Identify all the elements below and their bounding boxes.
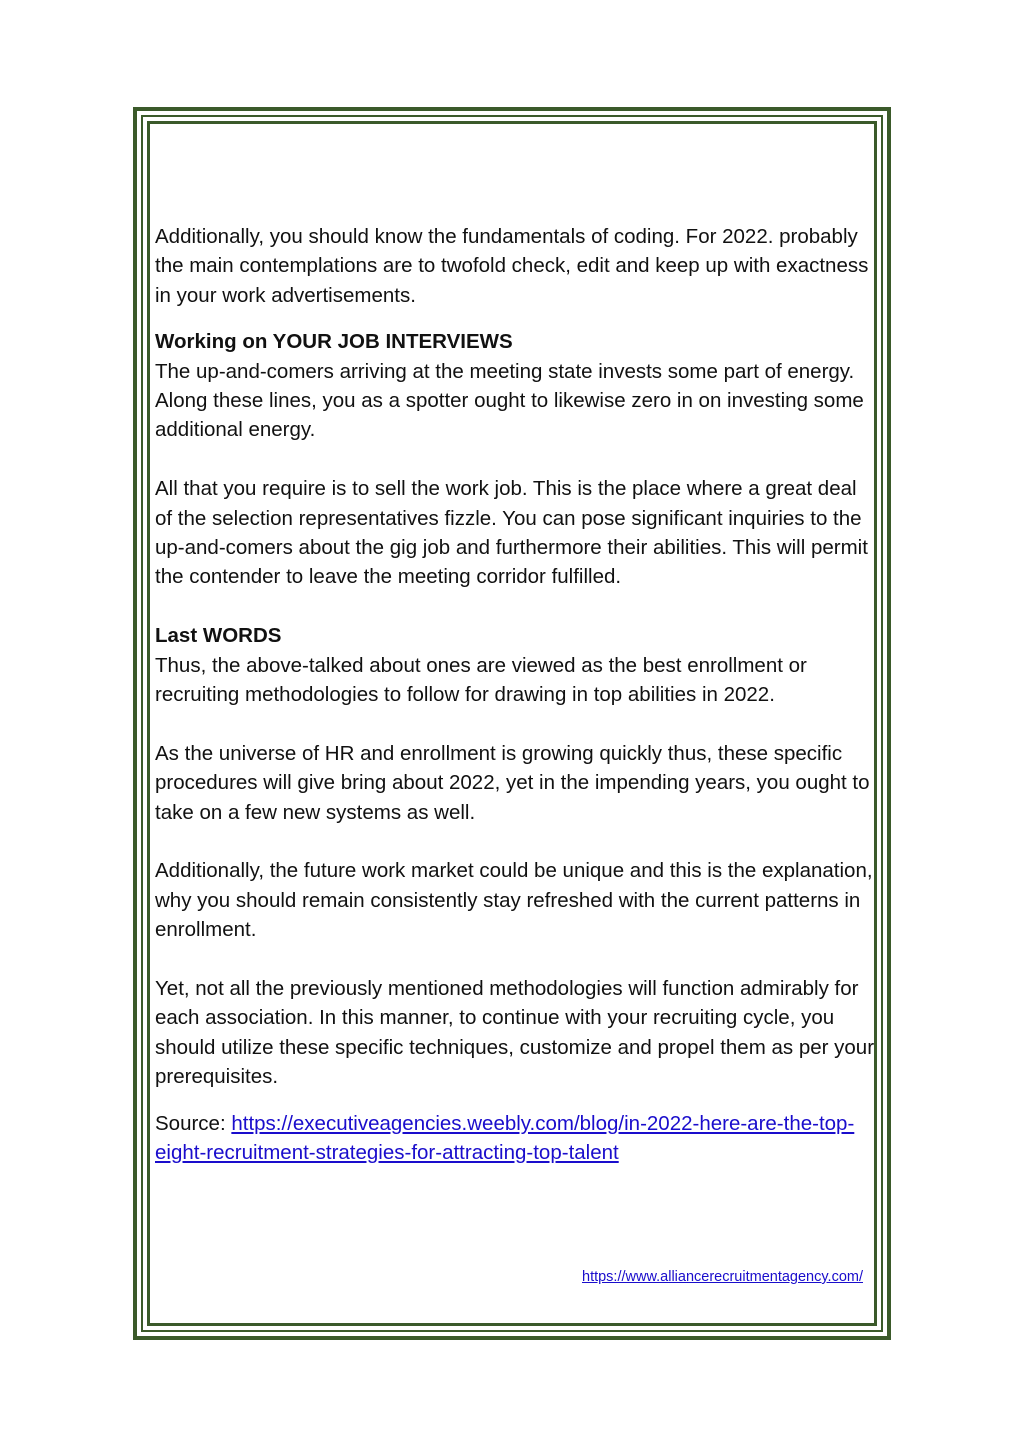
last-words-heading: Last WORDS <box>155 624 282 648</box>
future-market-paragraph: Additionally, the future work market could be unique and this is the explanation, why you should remain consistently stay refreshed with the current patterns in enrollment. <box>155 859 873 942</box>
source-line <box>155 1109 875 1168</box>
intro-paragraph: Additionally, you should know the fundamentals of coding. For 2022. probably the main contemplations are to twofold check, edit and keep up with exactness in your work advertisements. <box>155 225 869 307</box>
source-link[interactable]: https://executiveagencies.weebly.com/blog/in-2022-here-are-the-top-eight-recruitment-strategies-for-attracting-top-talent <box>155 1111 855 1165</box>
last-words-paragraph: Thus, the above-talked about ones are viewed as the best enrollment or recruiting methodologies to follow for drawing in top abilities in 2022. <box>155 653 807 707</box>
interviews-heading: Working on YOUR JOB INTERVIEWS <box>155 330 513 354</box>
footer-website-link[interactable]: https://www.alliancerecruitmentagency.com/ <box>582 1269 863 1285</box>
universe-hr-paragraph: As the universe of HR and enrollment is growing quickly thus, these specific procedures will give bring about 2022, yet in the impending years, you ought to take on a few new systems as well. <box>155 741 870 824</box>
interviews-paragraph: The up-and-comers arriving at the meeting state invests some part of energy. Along these lines, you as a spotter ought to likewise zero in on investing some additional energy. <box>155 359 864 442</box>
sell-job-paragraph: All that you require is to sell the work job. This is the place where a great deal of the selection representatives fizzle. You can pose significant inquiries to the up-and-comers about the gig job and furthermore their abilities. This will permit the contender to leave the meeting corridor fulfilled. <box>155 477 868 589</box>
source-label: Source: <box>155 1111 232 1135</box>
not-all-paragraph: Yet, not all the previously mentioned methodologies will function admirably for each association. In this manner, to continue with your recruiting cycle, you should utilize these specific techniques, customize and propel them as per your prerequisites. <box>155 977 875 1089</box>
document-body <box>155 222 875 1168</box>
